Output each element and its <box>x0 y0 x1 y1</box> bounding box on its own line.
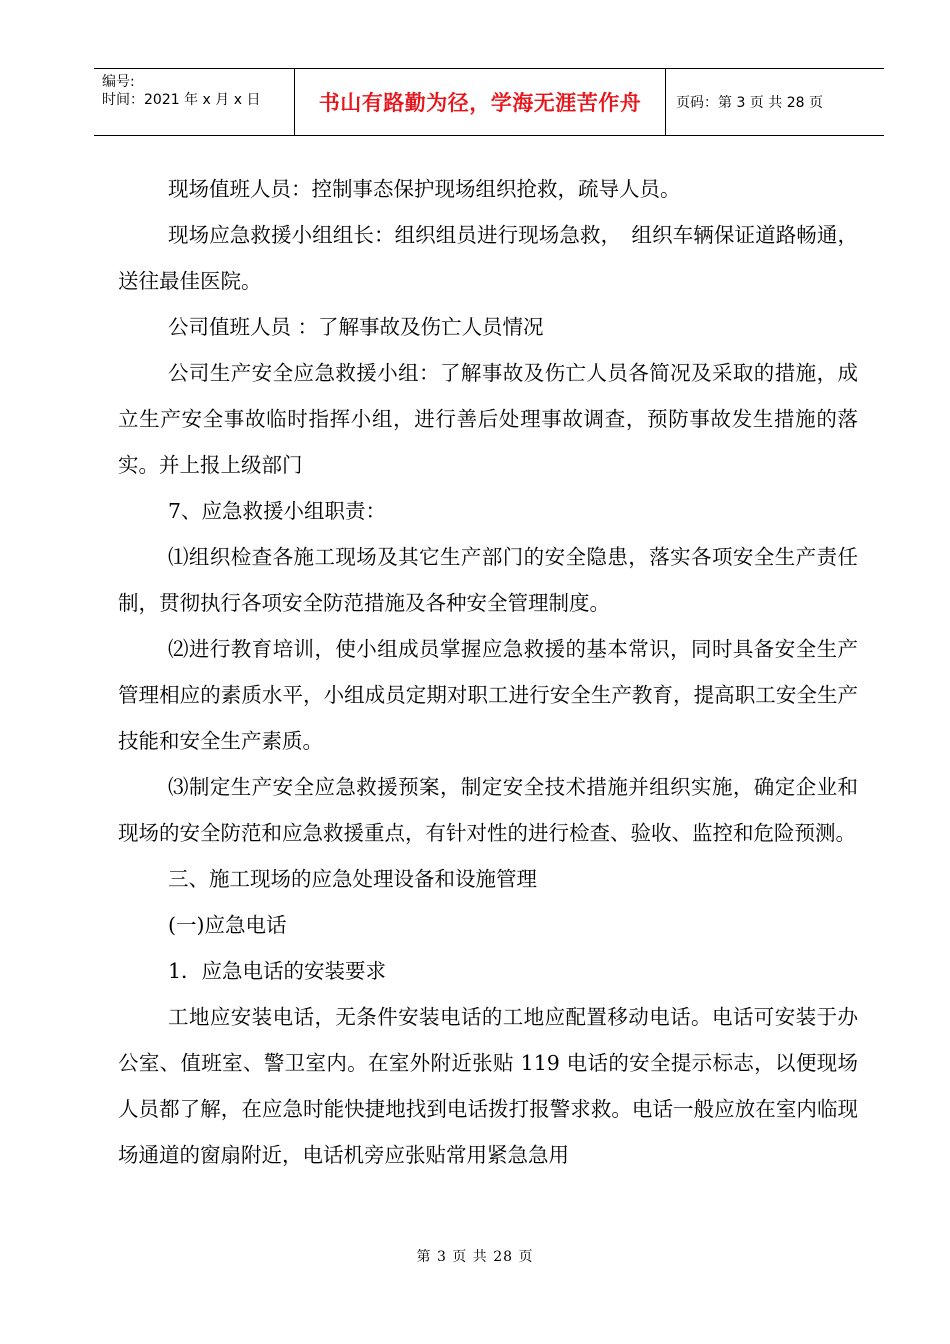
header-page-label: 页码：第 3 页 共 28 页 <box>676 95 823 111</box>
paragraph: 现场值班人员：控制事态保护现场组织抢救，疏导人员。 <box>168 177 681 201</box>
doc-number-label: 编号: <box>102 74 135 90</box>
paragraph: 现场应急救援小组组长：组织组员进行现场急救， 组织车辆保证道路畅通，送往最佳医院。 <box>118 223 858 293</box>
header-meta-cell <box>94 69 295 135</box>
paragraph: ⑴组织检查各施工现场及其它生产部门的安全隐患，落实各项安全生产责任制，贯彻执行各项安全防范措施及各种安全管理制度。 <box>118 545 858 615</box>
item-heading: 1．应急电话的安装要求 <box>168 959 387 983</box>
paragraph: ⑶制定生产安全应急救援预案，制定安全技术措施并组织实施，确定企业和现场的安全防范和应急救援重点，有针对性的进行检查、验收、监控和危险预测。 <box>118 775 858 845</box>
page-footer <box>0 1246 950 1266</box>
page-header <box>94 68 884 136</box>
time-label: 时间：2021 年 x 月 x 日 <box>102 92 261 108</box>
section-heading: 三、施工现场的应急处理设备和设施管理 <box>168 867 537 891</box>
paragraph: ⑵进行教育培训，使小组成员掌握应急救援的基本常识，同时具备安全生产管理相应的素质水平，小组成员定期对职工进行安全生产教育，提高职工安全生产技能和安全生产素质。 <box>118 637 858 753</box>
header-motto: 书山有路勤为径，学海无涯苦作舟 <box>318 91 642 115</box>
header-page-cell <box>666 69 884 135</box>
subsection-heading: (一)应急电话 <box>168 913 287 937</box>
paragraph: 7、应急救援小组职责： <box>168 499 387 523</box>
paragraph: 公司生产安全应急救援小组：了解事故及伤亡人员各简况及采取的措施，成立生产安全事故临时指挥小组，进行善后处理事故调查，预防事故发生措施的落实。并上报上级部门 <box>118 361 858 477</box>
header-motto-cell <box>295 69 666 135</box>
footer-page-number: 第 3 页 共 28 页 <box>416 1249 534 1265</box>
document-body <box>118 166 858 1178</box>
paragraph: 公司值班人员 ：了解事故及伤亡人员情况 <box>168 315 544 339</box>
paragraph: 工地应安装电话，无条件安装电话的工地应配置移动电话。电话可安装于办公室、值班室、警卫室内。在室外附近张贴 119 电话的安全提示标志，以便现场人员都了解，在应急时能快捷地找到电话拨打报警求救。电话一般应放在室内临现场通道的窗扇附近，电话机旁应张贴常用紧急急用 <box>118 1005 858 1167</box>
